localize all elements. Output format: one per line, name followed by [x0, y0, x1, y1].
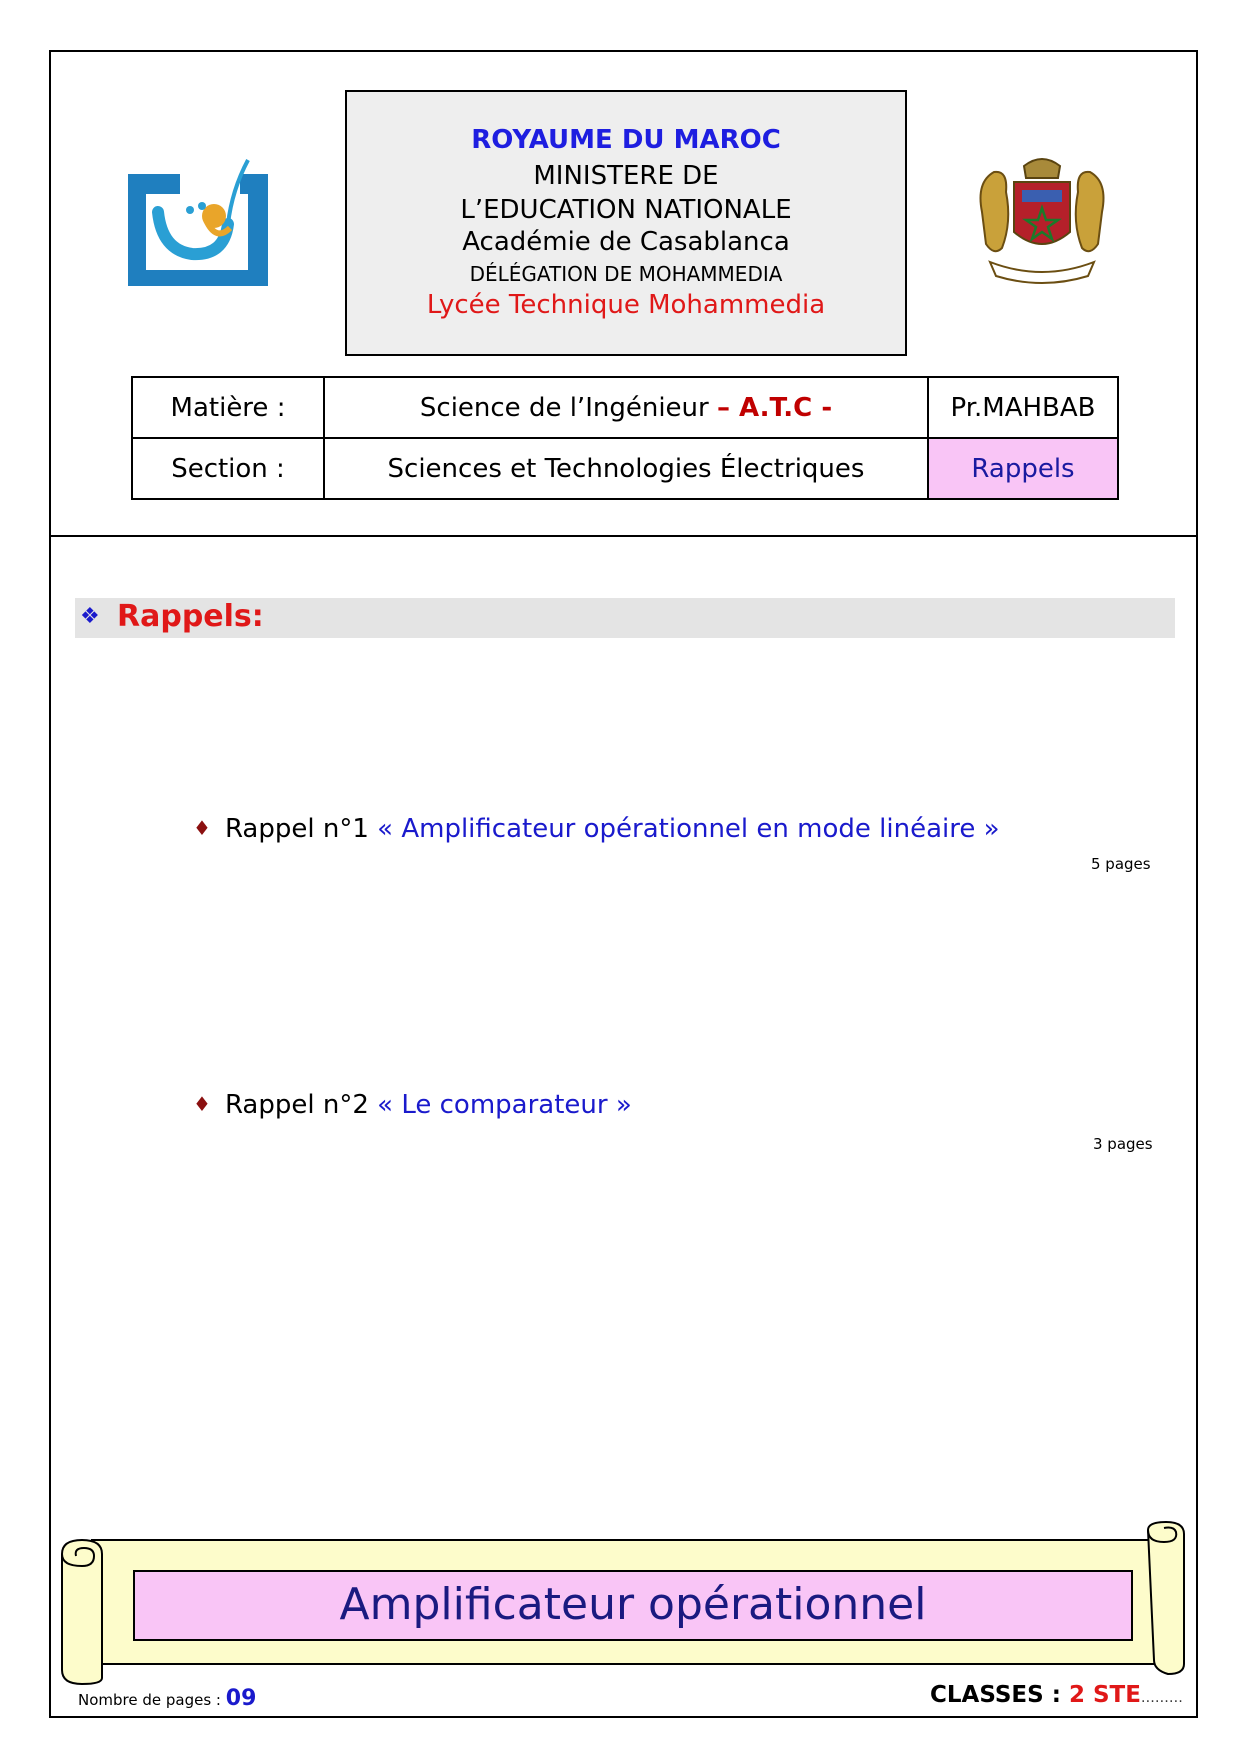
ministry-name: MINISTERE DE L’EDUCATION NATIONALE — [460, 161, 792, 225]
matiere-value-cell — [324, 377, 928, 438]
pages-label: Nombre de pages : — [78, 1691, 221, 1709]
school-name: Lycée Technique Mohammedia — [426, 290, 826, 320]
item-title: « Amplificateur opérationnel en mode linéaire » — [377, 814, 1000, 844]
section-value: Sciences et Technologies Électriques — [324, 438, 928, 499]
item-title: « Le comparateur » — [377, 1090, 632, 1120]
diamond-bullet-icon: ♦ — [193, 1092, 211, 1116]
course-info-table — [131, 376, 1119, 500]
delegation-name: DÉLÉGATION DE MOHAMMEDIA — [469, 262, 783, 286]
list-item — [193, 1090, 632, 1120]
diamond-bullet-icon: ❖ — [80, 604, 100, 629]
section-label: Section : — [132, 438, 324, 499]
item-prefix: Rappel n°2 — [224, 1090, 369, 1120]
classes-label: CLASSES : — [930, 1682, 1061, 1708]
list-item — [193, 814, 1000, 844]
item-page-count: 3 pages — [1093, 1135, 1153, 1153]
classes-dots: ……… — [1140, 1690, 1183, 1706]
header-divider — [49, 535, 1198, 537]
academy-name: Académie de Casablanca — [462, 227, 790, 257]
diamond-bullet-icon: ♦ — [193, 816, 211, 840]
ministry-logo-icon — [128, 150, 268, 290]
matiere-label: Matière : — [132, 377, 324, 438]
pages-value: 09 — [225, 1686, 257, 1711]
document-title-banner: Amplificateur opérationnel — [133, 1570, 1133, 1641]
section-heading — [75, 598, 1175, 638]
section-title: Rappels: — [117, 599, 264, 634]
document-type: Rappels — [928, 438, 1118, 499]
teacher-name: Pr.MAHBAB — [928, 377, 1118, 438]
kingdom-name: ROYAUME DU MAROC — [471, 125, 781, 155]
classes-footer — [930, 1682, 1183, 1708]
item-page-count: 5 pages — [1091, 855, 1151, 873]
item-prefix: Rappel n°1 — [224, 814, 369, 844]
matiere-value: Science de l’Ingénieur — [419, 392, 709, 423]
table-row — [132, 438, 1118, 499]
moroccan-coat-of-arms-icon — [968, 152, 1116, 286]
institution-header — [345, 90, 907, 356]
page-count-footer — [78, 1686, 256, 1711]
matiere-atc: – A.T.C - — [716, 392, 833, 423]
table-row — [132, 377, 1118, 438]
classes-value: 2 STE — [1068, 1682, 1141, 1708]
